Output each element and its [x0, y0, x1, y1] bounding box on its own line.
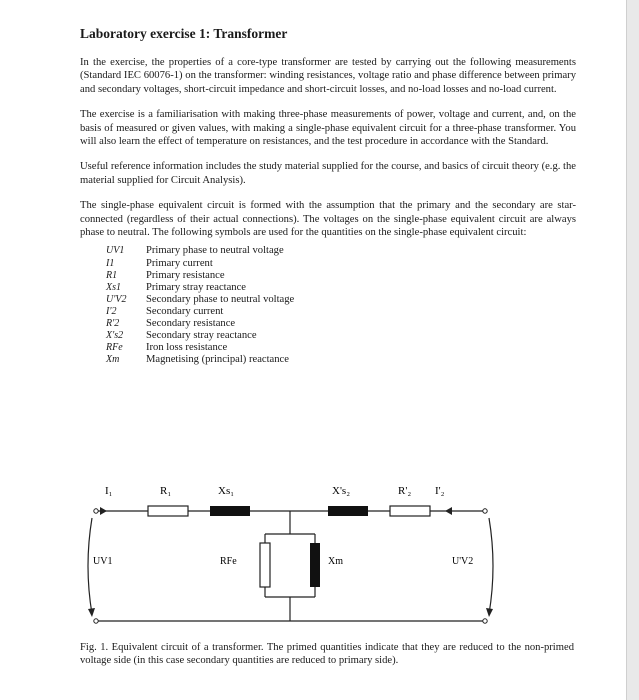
label-r1: R₁ [160, 485, 172, 497]
figure-caption: Fig. 1. Equivalent circuit of a transformer. The primed quantities indicate that they are reduced to the non-primed voltage side (in this case secondary quantities are reduced to primary side). [80, 642, 574, 667]
current-arrow-i2 [445, 507, 452, 515]
symbol: R'2 [106, 318, 120, 330]
label-uv2: U'V2 [452, 556, 474, 567]
paragraph-4: The single-phase equivalent circuit is formed with the assumption that the primary and the secondary are star-connected (regardless of their actual connections). The voltages on the single-phase equivalent circuit are always phase to neutral. The following symbols are used for the quantities on the single-phase equivalent circuit: [80, 200, 576, 239]
voltage-arrow-uv2 [489, 518, 493, 614]
symbol: I'2 [106, 305, 117, 317]
page-title: Laboratory exercise 1: Transformer [80, 26, 288, 41]
list-item [106, 354, 576, 366]
list-item [106, 342, 576, 354]
terminal-right-bottom [483, 619, 487, 623]
symbol: I1 [106, 257, 115, 269]
list-item [106, 306, 576, 318]
symbol-list [106, 245, 576, 366]
terminal-right-top [483, 509, 487, 513]
symbol: Xs1 [106, 281, 121, 293]
label-i1: I₁ [105, 485, 113, 497]
list-item [106, 258, 576, 270]
label-xs1: Xs₁ [218, 485, 235, 497]
list-item [106, 245, 576, 257]
symbol-description: Iron loss resistance [146, 342, 228, 354]
symbol-description: Secondary resistance [146, 318, 236, 330]
symbol-description: Magnetising (principal) reactance [146, 354, 289, 366]
symbol-description: Primary current [146, 257, 213, 269]
paragraph-1: In the exercise, the properties of a core-type transformer are tested by carrying out the following measurements (Standard IEC 60076-1) on the transformer: winding resistances, voltage ratio and phase difference between primary and secondary voltages, short-circuit impedance and short-circuit losses, and no-load losses and no-load current. [80, 57, 576, 95]
arrowhead [88, 608, 95, 617]
symbol: UV1 [106, 245, 125, 257]
symbol: R1 [106, 269, 118, 281]
xm-reactance [310, 543, 320, 587]
paragraph-3: Useful reference information includes the study material supplied for the course, and basics of circuit theory (e.g. the material supplied for Circuit Analysis). [80, 161, 576, 186]
label-xs2: X's₂ [332, 485, 351, 497]
circuit-svg [80, 478, 580, 633]
list-item [106, 270, 576, 282]
xs2-reactance [328, 506, 368, 516]
label-i2: I'₂ [435, 485, 445, 497]
symbol-description: Secondary current [146, 305, 224, 317]
symbol: Xm [106, 354, 120, 366]
scrollbar-track[interactable] [626, 0, 639, 700]
r2-resistor [390, 506, 430, 516]
label-xm: Xm [328, 556, 343, 567]
current-arrow-i1 [100, 507, 107, 515]
rfe-resistor [260, 543, 270, 587]
symbol-description: Primary phase to neutral voltage [146, 245, 284, 257]
xs1-reactance [210, 506, 250, 516]
symbol-description: Secondary phase to neutral voltage [146, 293, 295, 305]
symbol-description: Primary stray reactance [146, 281, 246, 293]
list-item [106, 318, 576, 330]
list-item [106, 294, 576, 306]
label-uv1: UV1 [93, 556, 113, 567]
symbol: U'V2 [106, 293, 127, 305]
symbol: X's2 [106, 330, 124, 342]
label-rfe: RFe [220, 556, 237, 567]
list-item [106, 330, 576, 342]
arrowhead [486, 608, 493, 617]
list-item [106, 282, 576, 294]
document-body [80, 26, 576, 366]
label-r2: R'₂ [398, 485, 412, 497]
symbol-description: Primary resistance [146, 269, 225, 281]
symbol-description: Secondary stray reactance [146, 330, 257, 342]
voltage-arrow-uv1 [88, 518, 92, 614]
equivalent-circuit-diagram [80, 478, 580, 633]
paragraph-2: The exercise is a familiarisation with making three-phase measurements of power, voltage and current, and, on the basis of measured or given values, with making a single-phase equivalent circuit for a three-phase transformer. You will also learn the effect of temperature on resistances, and the test procedure in accordance with the Standard. [80, 109, 576, 148]
terminal-left-top [94, 509, 98, 513]
symbol: RFe [106, 342, 123, 354]
terminal-left-bottom [94, 619, 98, 623]
r1-resistor [148, 506, 188, 516]
